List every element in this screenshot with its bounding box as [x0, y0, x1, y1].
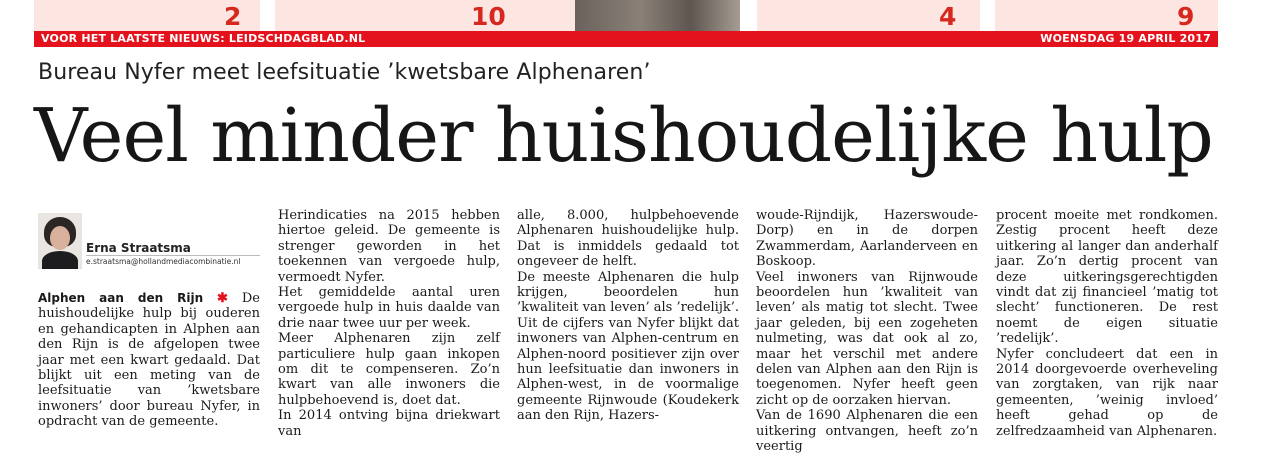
- article-column-3: [517, 208, 739, 424]
- teaser-box[interactable]: [275, 0, 575, 31]
- lead-text: De huishoudelijke hulp bij ouderen en gehandicapten in Alphen aan den Rijn is de afgelopen twee jaar met een kwart gedaald. Dat blijkt uit een meting van de leefsituatie van ’kwetsbare inwoners’ door bureau Nyfer, in opdracht van de gemeente.: [38, 291, 260, 430]
- paragraph: Het gemiddelde aantal uren vergoede hulp in huis daalde van drie naar twee uur per week.: [278, 285, 500, 331]
- teaser-box[interactable]: [995, 0, 1218, 31]
- author-photo: [38, 213, 82, 269]
- paragraph: Veel inwoners van Rijnwoude beoordelen hun ’kwaliteit van leven’ als matig tot slecht. Twee jaar geleden, bij een zogeheten nulmeting, was dat ook al zo, maar het verschil met andere delen van Alphen aan den Rijn is toegenomen. Nyfer heeft geen zicht op de oorzaken hiervan.: [756, 269, 978, 408]
- paragraph: procent moeite met rondkomen. Zestig procent heeft deze uitkering al langer dan anderhalf jaar. Zo’n dertig procent van deze uitkeringsgerechtigden vindt dat zij financieel ’matig tot slecht’ functioneren. De rest noemt de eigen situatie ’redelijk’.: [996, 208, 1218, 347]
- byline-divider: [86, 255, 260, 256]
- teaser-box[interactable]: [757, 0, 980, 31]
- article-kicker: Bureau Nyfer meet leefsituatie ’kwetsbare Alphenaren’: [38, 60, 651, 85]
- author-byline: [38, 213, 260, 269]
- article-column-1: [38, 291, 260, 430]
- teaser-photo: [575, 0, 740, 31]
- issue-date: WOENSDAG 19 APRIL 2017: [1040, 32, 1211, 45]
- paragraph: alle, 8.000, hulpbehoevende Alphenaren huishoudelijke hulp. Dat is inmiddels gedaald tot ongeveer de helft.: [517, 208, 739, 270]
- article-column-5: [996, 208, 1218, 439]
- paragraph: Meer Alphenaren zijn zelf particuliere hulp gaan inkopen om dit te compenseren. Zo’n kwart van alle inwoners die hulpbehoevend is, doet dat.: [278, 331, 500, 408]
- article-column-2: [278, 208, 500, 439]
- website-link[interactable]: VOOR HET LAATSTE NIEUWS: LEIDSCHDAGBLAD.NL: [41, 32, 366, 45]
- paragraph: woude-Rijndijk, Hazerswoude-Dorp) en in de dorpen Zwammerdam, Aarlanderveen en Boskoop.: [756, 208, 978, 270]
- dateline: Alphen aan den Rijn: [38, 291, 204, 305]
- teaser-page-number: 2: [224, 2, 242, 31]
- teaser-page-number: 9: [1177, 2, 1195, 31]
- article-column-4: [756, 208, 978, 455]
- teaser-strip: [0, 0, 1270, 31]
- paragraph: Nyfer concludeert dat een in 2014 doorgevoerde overheveling van zorgtaken, van rijk naar gemeenten, ’weinig invloed’ heeft gehad op de zelfredzaamheid van Alphenaren.: [996, 346, 1218, 439]
- dateline-star-icon: ✱: [217, 291, 228, 306]
- news-banner: [34, 31, 1218, 47]
- article-headline: Veel minder huishoudelijke hulp: [34, 93, 1213, 179]
- teaser-box[interactable]: [34, 0, 260, 31]
- paragraph: Van de 1690 Alphenaren die een uitkering ontvangen, heeft zo’n veertig: [756, 408, 978, 455]
- teaser-page-number: 10: [471, 2, 506, 31]
- author-name: Erna Straatsma: [86, 241, 191, 255]
- paragraph: Herindicaties na 2015 hebben hiertoe geleid. De gemeente is strenger geworden in het toekennen van vergoede hulp, vermoedt Nyfer.: [278, 208, 500, 285]
- paragraph: In 2014 ontving bijna driekwart van: [278, 408, 500, 439]
- author-email[interactable]: e.straatsma@hollandmediacombinatie.nl: [86, 257, 241, 266]
- lead-paragraph: [38, 291, 260, 430]
- teaser-page-number: 4: [939, 2, 957, 31]
- paragraph: De meeste Alphenaren die hulp krijgen, beoordelen hun ’kwaliteit van leven’ als ’redelijk’. Uit de cijfers van Nyfer blijkt dat inwoners van Alphen-centrum en Alphen-noord positiever zijn over hun leefsituatie dan inwoners in Alphen-west, in de voormalige gemeente Rijnwoude (Koudekerk aan den Rijn, Hazers-: [517, 269, 740, 424]
